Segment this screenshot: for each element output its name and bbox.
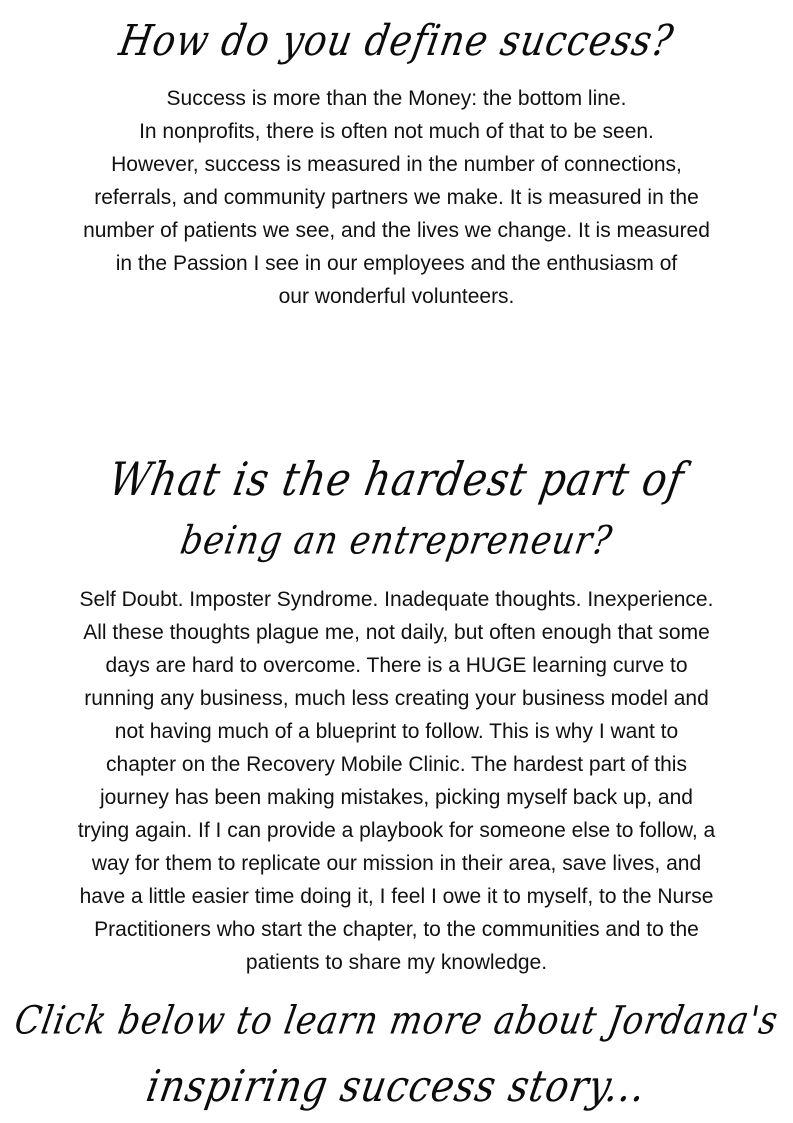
paragraph-line: However, success is measured in the number of connections, <box>111 153 682 176</box>
paragraph-line: Practitioners who start the chapter, to the communities and to the <box>94 918 699 941</box>
paragraph-line: referrals, and community partners we make. It is measured in the <box>94 186 699 209</box>
paragraph-line: not having much of a blueprint to follow. This is why I want to <box>114 720 679 743</box>
paragraph-line: Success is more than the Money: the bottom line. <box>166 87 627 110</box>
paragraph-line: in the Passion I see in our employees and the enthusiasm of <box>115 252 678 275</box>
hardest-part-heading-line2: being an entrepreneur? <box>177 518 616 564</box>
success-heading: How do you define success? <box>115 15 678 66</box>
paragraph-line: days are hard to overcome. There is a HUGE learning curve to <box>105 654 688 677</box>
hardest-part-heading-line1: What is the hardest part of <box>104 453 689 507</box>
paragraph-line: our wonderful volunteers. <box>278 285 515 308</box>
paragraph-line: patients to share my knowledge. <box>245 951 548 974</box>
paragraph-line: All these thoughts plague me, not daily, but often enough that some <box>83 621 710 644</box>
success-paragraph <box>0 82 793 313</box>
paragraph-line: running any business, much less creating your business model and <box>84 687 709 710</box>
paragraph-line: have a little easier time doing it, I feel I owe it to myself, to the Nurse <box>79 885 714 908</box>
paragraph-line: In nonprofits, there is often not much of that to be seen. <box>139 120 654 143</box>
cta-line1: Click below to learn more about Jordana's <box>11 998 782 1043</box>
paragraph-line: way for them to replicate our mission in their area, save lives, and <box>91 852 702 875</box>
paragraph-line: trying again. If I can provide a playbook for someone else to follow, a <box>77 819 716 842</box>
paragraph-line: journey has been making mistakes, picking myself back up, and <box>100 786 693 809</box>
paragraph-line: number of patients we see, and the lives we change. It is measured <box>83 219 710 242</box>
paragraph-line: chapter on the Recovery Mobile Clinic. The hardest part of this <box>106 753 687 776</box>
paragraph-line: Self Doubt. Imposter Syndrome. Inadequate thoughts. Inexperience. <box>79 588 714 611</box>
cta-line2: inspiring success story... <box>142 1060 651 1112</box>
hardest-part-paragraph <box>0 583 793 979</box>
